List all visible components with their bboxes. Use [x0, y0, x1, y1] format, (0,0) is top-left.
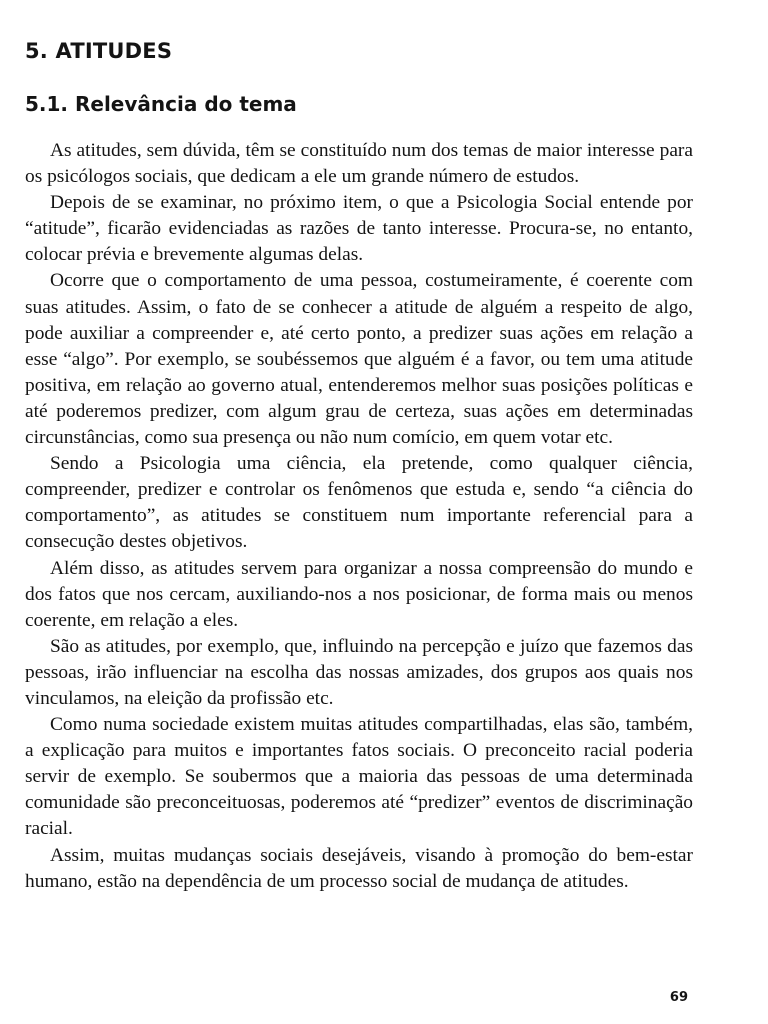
- paragraph: Como numa sociedade existem muitas atitudes compartilhadas, elas são, também, a explicação para muitos e importantes fatos sociais. O preconceito racial poderia servir de exemplo. Se soubermos que a maioria das pessoas de uma determinada comunidade são preconceituosas, poderemos até “predizer” eventos de discriminação racial.: [25, 714, 693, 840]
- paragraph: As atitudes, sem dúvida, têm se constituído num dos temas de maior interesse para os psicólogos sociais, que dedicam a ele um grande número de estudos.: [25, 140, 693, 188]
- page-content: [25, 37, 693, 895]
- paragraph: São as atitudes, por exemplo, que, influindo na percepção e juízo que fazemos das pessoas, irão influenciar na escolha das nossas amizades, dos grupos aos quais nos vinculamos, na eleição da profissão etc.: [25, 635, 693, 709]
- paragraph: Depois de se examinar, no próximo item, o que a Psicologia Social entende por “atitude”, ficarão evidenciadas as razões de tanto interesse. Procura-se, no entanto, colocar prévia e brevemente algumas delas.: [25, 192, 693, 266]
- section-title: 5.1. Relevância do tema: [25, 92, 297, 116]
- paragraph: Ocorre que o comportamento de uma pessoa, costumeiramente, é coerente com suas atitudes. Assim, o fato de se conhecer a atitude de alguém a respeito de algo, pode auxiliar a compreender e, até certo ponto, a predizer suas ações em relação a esse “algo”. Por exemplo, se soubéssemos que alguém é a favor, ou tem uma atitude positiva, em relação ao governo atual, entenderemos melhor suas posições políticas e até poderemos predizer, com algum grau de certeza, suas ações em determinadas circunstâncias, como sua presença ou não num comício, em quem votar etc.: [25, 270, 693, 449]
- paragraph: Além disso, as atitudes servem para organizar a nossa compreensão do mundo e dos fatos que nos cercam, auxiliando-nos a nos posicionar, de forma mais ou menos coerente, em relação a eles.: [25, 557, 693, 631]
- body-text: [25, 138, 693, 895]
- paragraph: Sendo a Psicologia uma ciência, ela pretende, como qualquer ciência, compreender, predizer e controlar os fenômenos que estuda e, sendo “a ciência do comportamento”, as atitudes se constituem num importante referencial para a consecução destes objetivos.: [25, 453, 693, 553]
- paragraph: Assim, muitas mudanças sociais desejáveis, visando à promoção do bem-estar humano, estão na dependência de um processo social de mudança de atitudes.: [25, 844, 693, 892]
- page-number: 69: [669, 990, 688, 1005]
- chapter-title: 5. ATITUDES: [25, 39, 173, 63]
